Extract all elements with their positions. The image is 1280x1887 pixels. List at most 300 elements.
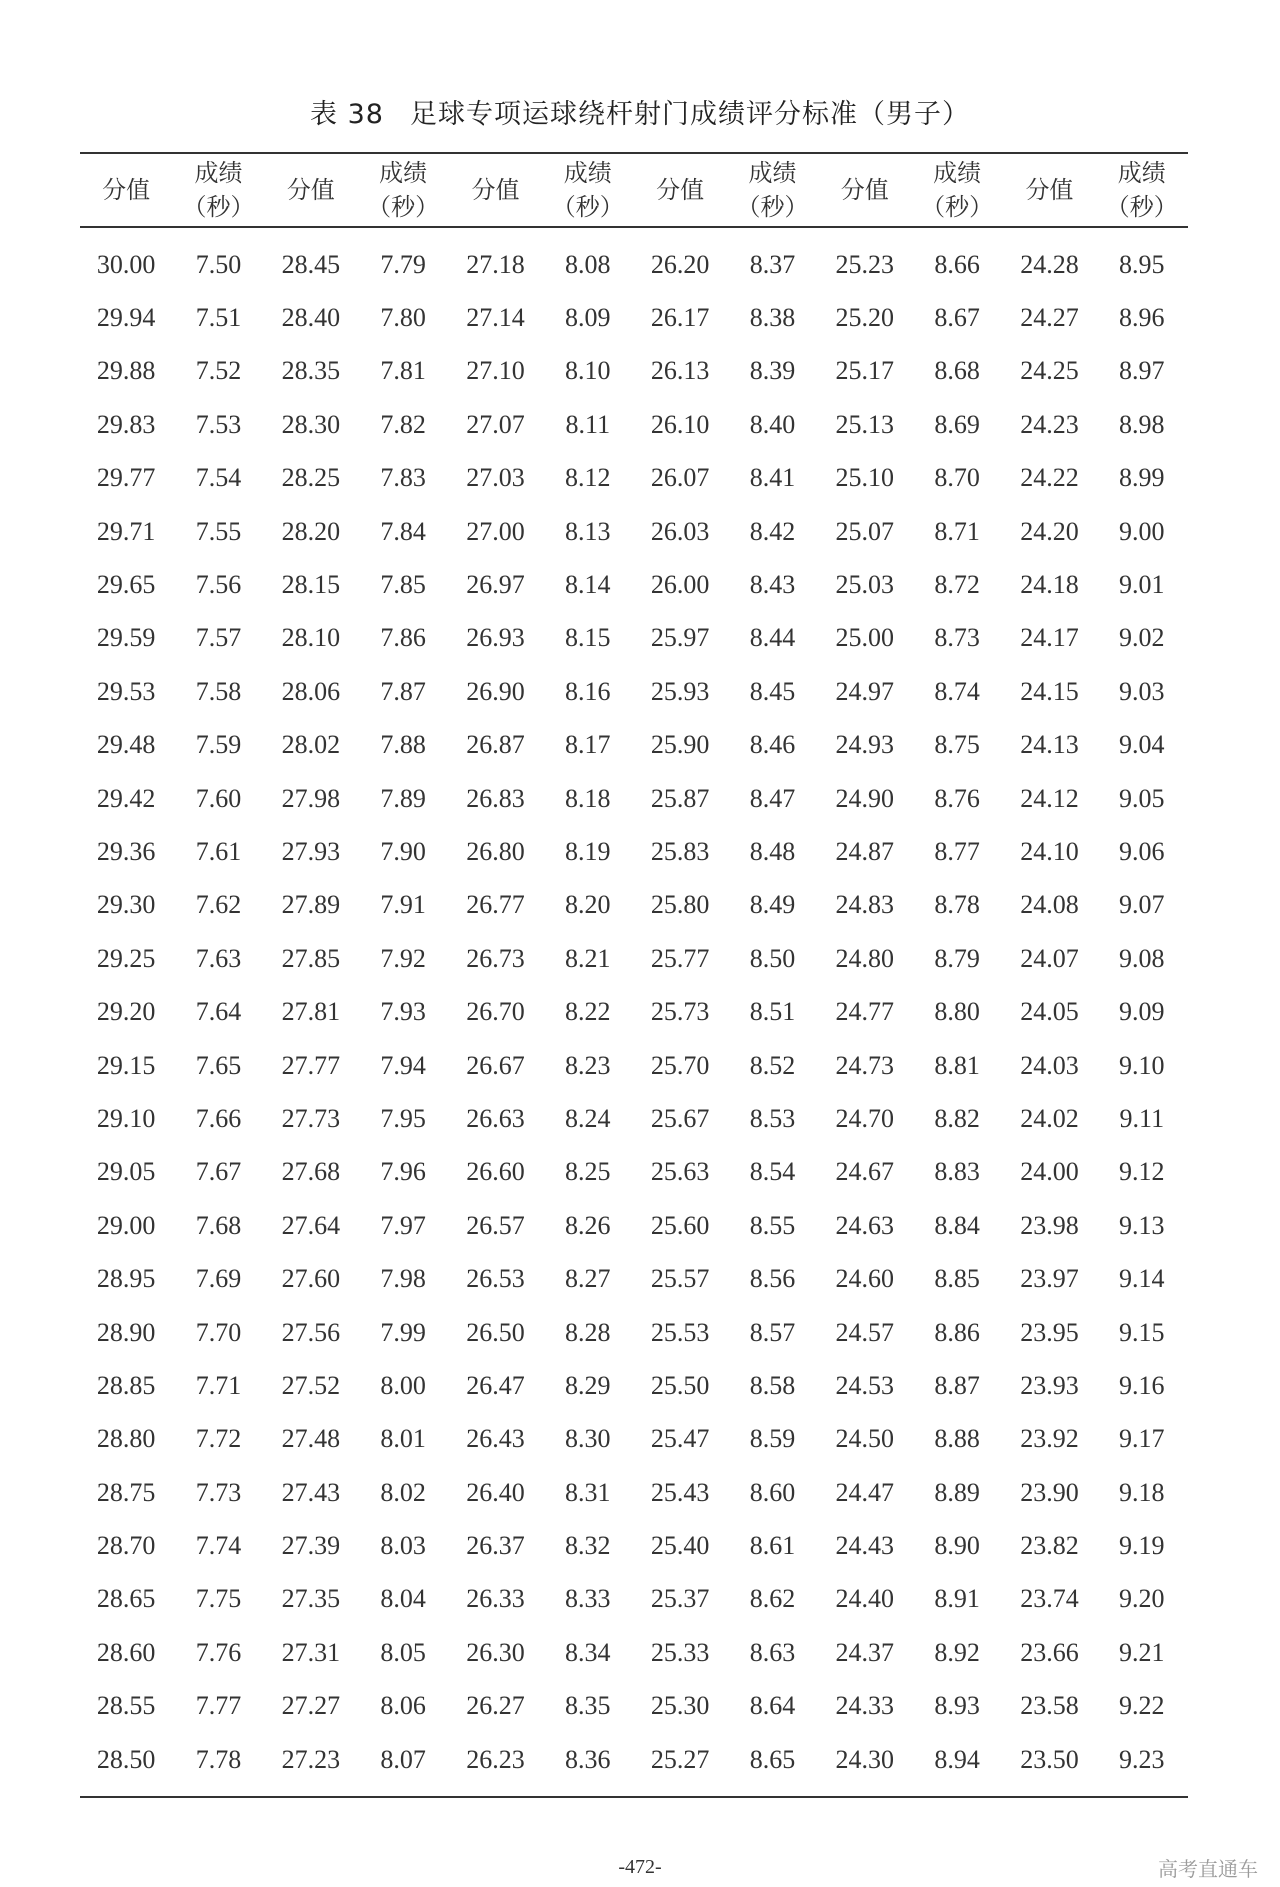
result-cell: 8.44 (749, 623, 796, 653)
result-cell: 8.51 (749, 997, 796, 1027)
header-score (634, 153, 726, 227)
header-score (449, 153, 541, 227)
result-cell: 8.85 (934, 1264, 980, 1294)
header-score (80, 153, 172, 227)
result-cell: 8.93 (934, 1691, 980, 1721)
score-cell: 23.93 (1020, 1370, 1079, 1400)
header-result (911, 153, 1003, 227)
score-cell: 24.02 (1020, 1103, 1079, 1133)
score-cell: 24.00 (1020, 1157, 1079, 1187)
score-cell: 24.20 (1020, 516, 1079, 546)
result-cell: 9.01 (1119, 570, 1165, 600)
score-cell: 24.63 (835, 1210, 895, 1240)
score-cell: 25.23 (835, 249, 895, 279)
score-cell: 29.59 (96, 623, 156, 653)
result-cell: 8.65 (749, 1744, 796, 1774)
score-cell: 26.00 (650, 570, 710, 600)
header-row (80, 153, 1188, 227)
table-header (80, 153, 1188, 227)
result-cell: 7.87 (380, 676, 426, 706)
page-number: -472- (618, 1856, 662, 1878)
score-cell: 24.27 (1020, 303, 1079, 333)
result-cell: 7.67 (195, 1157, 242, 1187)
result-cell: 7.73 (195, 1477, 242, 1507)
score-cell: 25.67 (650, 1103, 710, 1133)
result-cell: 8.71 (934, 516, 980, 546)
score-cell: 25.03 (835, 570, 895, 600)
score-cell: 29.88 (96, 356, 156, 386)
score-cell: 28.35 (281, 356, 341, 386)
score-cell: 28.10 (281, 623, 341, 653)
result-cell: 9.22 (1119, 1691, 1165, 1721)
result-cell: 8.76 (934, 783, 980, 813)
score-cell: 26.37 (466, 1531, 525, 1561)
score-cell: 23.97 (1020, 1264, 1079, 1294)
score-cell: 24.40 (835, 1584, 895, 1614)
score-cell: 26.60 (466, 1157, 525, 1187)
score-cell: 27.43 (281, 1477, 341, 1507)
score-cell: 29.83 (96, 409, 156, 439)
score-cell: 24.23 (1020, 409, 1079, 439)
result-cell: 8.58 (749, 1370, 796, 1400)
result-cell: 8.21 (565, 943, 611, 973)
score-cell: 29.36 (96, 836, 156, 866)
score-cell: 24.60 (835, 1264, 895, 1294)
result-cell: 8.99 (1119, 463, 1165, 493)
score-cell: 24.25 (1020, 356, 1079, 386)
result-cell: 9.00 (1119, 516, 1165, 546)
result-cell: 8.05 (380, 1637, 426, 1667)
result-cell: 7.75 (195, 1584, 242, 1614)
score-cell: 27.00 (466, 516, 525, 546)
score-cell: 29.10 (96, 1103, 156, 1133)
score-cell: 26.67 (466, 1050, 525, 1080)
result-cell: 8.35 (565, 1691, 611, 1721)
score-cell: 28.60 (96, 1637, 156, 1667)
result-cell: 9.15 (1119, 1317, 1165, 1347)
table-row (80, 1519, 1188, 1572)
score-cell: 26.23 (466, 1744, 525, 1774)
result-cell: 7.55 (195, 516, 242, 546)
score-cell: 25.13 (835, 409, 895, 439)
result-cell: 8.57 (749, 1317, 796, 1347)
result-cell: 7.61 (195, 836, 242, 866)
score-cell: 27.52 (281, 1370, 341, 1400)
result-cell: 8.36 (565, 1744, 611, 1774)
result-cell: 7.79 (380, 249, 426, 279)
result-cell: 8.40 (749, 409, 796, 439)
result-cell: 8.02 (380, 1477, 426, 1507)
result-cell: 9.08 (1119, 943, 1165, 973)
result-cell: 8.33 (565, 1584, 611, 1614)
result-cell: 8.29 (565, 1370, 611, 1400)
result-cell: 8.63 (749, 1637, 796, 1667)
result-cell: 7.68 (195, 1210, 242, 1240)
score-cell: 27.77 (281, 1050, 341, 1080)
result-cell: 7.62 (195, 890, 242, 920)
result-cell: 7.60 (195, 783, 242, 813)
score-cell: 28.45 (281, 249, 341, 279)
score-cell: 25.30 (650, 1691, 710, 1721)
score-cell: 27.89 (281, 890, 341, 920)
table-row (80, 719, 1188, 772)
score-cell: 24.90 (835, 783, 895, 813)
header-label: 成绩 (748, 159, 797, 187)
score-table-container (80, 152, 1188, 1798)
result-cell: 8.26 (565, 1210, 611, 1240)
score-cell: 29.20 (96, 997, 156, 1027)
result-cell: 8.28 (565, 1317, 611, 1347)
header-score (1003, 153, 1095, 227)
result-cell: 7.50 (195, 249, 242, 279)
score-cell: 29.94 (96, 303, 156, 333)
table-row (80, 291, 1188, 344)
table-row (80, 398, 1188, 451)
table-row (80, 772, 1188, 825)
result-cell: 7.78 (195, 1744, 242, 1774)
score-cell: 25.47 (650, 1424, 710, 1454)
result-cell: 7.96 (380, 1157, 426, 1187)
score-cell: 23.66 (1020, 1637, 1079, 1667)
score-cell: 26.07 (650, 463, 710, 493)
score-cell: 24.12 (1020, 783, 1079, 813)
result-cell: 8.41 (749, 463, 796, 493)
score-cell: 26.70 (466, 997, 525, 1027)
result-cell: 7.89 (380, 783, 426, 813)
header-result (726, 153, 818, 227)
score-cell: 26.30 (466, 1637, 525, 1667)
result-cell: 8.42 (749, 516, 796, 546)
result-cell: 7.76 (195, 1637, 242, 1667)
score-cell: 26.17 (650, 303, 710, 333)
score-cell: 27.73 (281, 1103, 341, 1133)
score-cell: 26.90 (466, 676, 525, 706)
score-cell: 25.53 (650, 1317, 710, 1347)
score-cell: 25.60 (650, 1210, 710, 1240)
result-cell: 7.90 (380, 836, 426, 866)
result-cell: 8.89 (934, 1477, 980, 1507)
result-cell: 8.66 (934, 249, 980, 279)
header-label: 成绩 (194, 159, 243, 187)
score-cell: 27.18 (466, 249, 525, 279)
result-cell: 7.88 (380, 730, 426, 760)
result-cell: 8.27 (565, 1264, 611, 1294)
header-unit: （秒） (551, 193, 624, 221)
result-cell: 8.34 (565, 1637, 611, 1667)
table-row (80, 452, 1188, 505)
score-cell: 24.10 (1020, 836, 1079, 866)
result-cell: 8.61 (749, 1531, 796, 1561)
result-cell: 9.16 (1119, 1370, 1165, 1400)
score-cell: 26.03 (650, 516, 710, 546)
score-cell: 24.73 (835, 1050, 895, 1080)
result-cell: 9.05 (1119, 783, 1165, 813)
score-cell: 24.22 (1020, 463, 1079, 493)
result-cell: 9.07 (1119, 890, 1165, 920)
result-cell: 8.55 (749, 1210, 796, 1240)
score-cell: 29.42 (96, 783, 156, 813)
score-cell: 24.70 (835, 1103, 895, 1133)
score-cell: 24.67 (835, 1157, 895, 1187)
score-cell: 23.82 (1020, 1531, 1079, 1561)
table-row (80, 1092, 1188, 1145)
score-cell: 24.43 (835, 1531, 895, 1561)
table-title (0, 92, 1280, 131)
result-cell: 8.80 (934, 997, 980, 1027)
score-cell: 23.92 (1020, 1424, 1079, 1454)
result-cell: 8.45 (749, 676, 796, 706)
score-cell: 23.50 (1020, 1744, 1079, 1774)
score-cell: 24.53 (835, 1370, 895, 1400)
table-row (80, 345, 1188, 398)
score-cell: 28.20 (281, 516, 341, 546)
score-cell: 26.10 (650, 409, 710, 439)
score-cell: 27.07 (466, 409, 525, 439)
table-row (80, 1680, 1188, 1733)
score-cell: 26.77 (466, 890, 525, 920)
result-cell: 7.53 (195, 409, 242, 439)
result-cell: 8.13 (565, 516, 611, 546)
table-row (80, 1199, 1188, 1252)
result-cell: 7.56 (195, 570, 242, 600)
result-cell: 7.71 (195, 1370, 242, 1400)
result-cell: 7.95 (380, 1103, 426, 1133)
table-row (80, 1466, 1188, 1519)
result-cell: 8.30 (565, 1424, 611, 1454)
score-cell: 24.87 (835, 836, 895, 866)
header-score (265, 153, 357, 227)
table-row (80, 665, 1188, 718)
score-cell: 24.37 (835, 1637, 895, 1667)
score-cell: 25.43 (650, 1477, 710, 1507)
score-cell: 27.39 (281, 1531, 341, 1561)
header-label: 分值 (286, 176, 335, 204)
score-cell: 29.77 (96, 463, 156, 493)
result-cell: 9.11 (1119, 1103, 1165, 1133)
score-cell: 29.00 (96, 1210, 156, 1240)
result-cell: 7.66 (195, 1103, 242, 1133)
result-cell: 8.84 (934, 1210, 980, 1240)
result-cell: 9.04 (1119, 730, 1165, 760)
score-cell: 27.68 (281, 1157, 341, 1187)
result-cell: 8.19 (565, 836, 611, 866)
score-cell: 29.30 (96, 890, 156, 920)
result-cell: 8.04 (380, 1584, 426, 1614)
score-cell: 26.40 (466, 1477, 525, 1507)
result-cell: 8.53 (749, 1103, 796, 1133)
result-cell: 7.70 (195, 1317, 242, 1347)
result-cell: 8.79 (934, 943, 980, 973)
table-row (80, 879, 1188, 932)
table-row (80, 1413, 1188, 1466)
score-cell: 24.05 (1020, 997, 1079, 1027)
header-result (357, 153, 449, 227)
score-cell: 24.80 (835, 943, 895, 973)
result-cell: 8.70 (934, 463, 980, 493)
score-cell: 26.83 (466, 783, 525, 813)
result-cell: 8.90 (934, 1531, 980, 1561)
score-cell: 24.33 (835, 1691, 895, 1721)
header-unit: （秒） (736, 193, 809, 221)
result-cell: 8.09 (565, 303, 611, 333)
result-cell: 7.94 (380, 1050, 426, 1080)
score-cell: 28.55 (96, 1691, 156, 1721)
table-row (80, 985, 1188, 1038)
score-cell: 28.85 (96, 1370, 156, 1400)
table-row (80, 612, 1188, 665)
header-label: 分值 (1025, 176, 1074, 204)
result-cell: 9.20 (1119, 1584, 1165, 1614)
result-cell: 7.84 (380, 516, 426, 546)
result-cell: 8.01 (380, 1424, 426, 1454)
score-cell: 25.97 (650, 623, 710, 653)
score-cell: 26.93 (466, 623, 525, 653)
header-label: 分值 (840, 176, 889, 204)
score-cell: 28.06 (281, 676, 341, 706)
score-cell: 30.00 (96, 249, 156, 279)
score-cell: 24.15 (1020, 676, 1079, 706)
result-cell: 8.88 (934, 1424, 980, 1454)
result-cell: 8.62 (749, 1584, 796, 1614)
table-row (80, 227, 1188, 291)
header-label: 分值 (471, 176, 520, 204)
score-cell: 26.57 (466, 1210, 525, 1240)
score-cell: 28.75 (96, 1477, 156, 1507)
result-cell: 7.93 (380, 997, 426, 1027)
score-cell: 23.74 (1020, 1584, 1079, 1614)
header-label: 成绩 (379, 159, 428, 187)
result-cell: 8.03 (380, 1531, 426, 1561)
score-cell: 27.98 (281, 783, 341, 813)
header-label: 成绩 (933, 159, 982, 187)
result-cell: 8.48 (749, 836, 796, 866)
result-cell: 7.54 (195, 463, 242, 493)
result-cell: 8.81 (934, 1050, 980, 1080)
table-title-text: 足球专项运球绕杆射门成绩评分标准（男子） (409, 99, 970, 130)
result-cell: 8.95 (1119, 249, 1165, 279)
header-label: 成绩 (1117, 159, 1166, 187)
result-cell: 8.97 (1119, 356, 1165, 386)
result-cell: 8.50 (749, 943, 796, 973)
score-cell: 28.70 (96, 1531, 156, 1561)
result-cell: 8.07 (380, 1744, 426, 1774)
score-cell: 25.87 (650, 783, 710, 813)
result-cell: 8.06 (380, 1691, 426, 1721)
score-cell: 27.81 (281, 997, 341, 1027)
score-cell: 25.33 (650, 1637, 710, 1667)
table-row (80, 1039, 1188, 1092)
result-cell: 8.69 (934, 409, 980, 439)
result-cell: 8.00 (380, 1370, 426, 1400)
result-cell: 8.20 (565, 890, 611, 920)
result-cell: 8.86 (934, 1317, 980, 1347)
score-cell: 29.65 (96, 570, 156, 600)
score-cell: 25.83 (650, 836, 710, 866)
table-row (80, 1146, 1188, 1199)
score-cell: 29.25 (96, 943, 156, 973)
score-cell: 27.60 (281, 1264, 341, 1294)
result-cell: 8.67 (934, 303, 980, 333)
table-row (80, 825, 1188, 878)
result-cell: 8.94 (934, 1744, 980, 1774)
table-row (80, 505, 1188, 558)
score-cell: 24.30 (835, 1744, 895, 1774)
score-cell: 28.50 (96, 1744, 156, 1774)
score-cell: 26.13 (650, 356, 710, 386)
score-cell: 24.28 (1020, 249, 1079, 279)
result-cell: 8.75 (934, 730, 980, 760)
result-cell: 8.08 (565, 249, 611, 279)
score-cell: 27.48 (281, 1424, 341, 1454)
header-result (172, 153, 264, 227)
score-cell: 24.17 (1020, 623, 1079, 653)
score-cell: 26.87 (466, 730, 525, 760)
score-cell: 26.20 (650, 249, 710, 279)
score-cell: 26.33 (466, 1584, 525, 1614)
score-cell: 27.56 (281, 1317, 341, 1347)
header-score (819, 153, 911, 227)
score-cell: 25.73 (650, 997, 710, 1027)
score-cell: 24.47 (835, 1477, 895, 1507)
score-cell: 24.07 (1020, 943, 1079, 973)
score-cell: 28.65 (96, 1584, 156, 1614)
score-cell: 24.77 (835, 997, 895, 1027)
score-cell: 27.64 (281, 1210, 341, 1240)
result-cell: 7.63 (195, 943, 242, 973)
result-cell: 8.96 (1119, 303, 1165, 333)
result-cell: 8.98 (1119, 409, 1165, 439)
score-cell: 27.14 (466, 303, 525, 333)
result-cell: 7.72 (195, 1424, 242, 1454)
result-cell: 7.82 (380, 409, 426, 439)
table-row (80, 1626, 1188, 1679)
result-cell: 8.32 (565, 1531, 611, 1561)
table-row (80, 1573, 1188, 1626)
result-cell: 8.37 (749, 249, 796, 279)
result-cell: 8.15 (565, 623, 611, 653)
result-cell: 9.23 (1119, 1744, 1165, 1774)
result-cell: 9.10 (1119, 1050, 1165, 1080)
score-cell: 25.50 (650, 1370, 710, 1400)
score-cell: 24.08 (1020, 890, 1079, 920)
result-cell: 8.46 (749, 730, 796, 760)
score-cell: 27.03 (466, 463, 525, 493)
score-cell: 25.00 (835, 623, 895, 653)
score-cell: 24.50 (835, 1424, 895, 1454)
result-cell: 8.23 (565, 1050, 611, 1080)
result-cell: 7.77 (195, 1691, 242, 1721)
score-cell: 27.85 (281, 943, 341, 973)
score-table (80, 152, 1188, 1798)
score-cell: 24.57 (835, 1317, 895, 1347)
score-cell: 24.13 (1020, 730, 1079, 760)
score-cell: 28.30 (281, 409, 341, 439)
table-number: 表 38 (310, 99, 384, 130)
result-cell: 8.73 (934, 623, 980, 653)
result-cell: 8.82 (934, 1103, 980, 1133)
result-cell: 9.06 (1119, 836, 1165, 866)
result-cell: 8.72 (934, 570, 980, 600)
score-cell: 26.73 (466, 943, 525, 973)
result-cell: 7.91 (380, 890, 426, 920)
result-cell: 9.14 (1119, 1264, 1165, 1294)
result-cell: 9.09 (1119, 997, 1165, 1027)
result-cell: 7.81 (380, 356, 426, 386)
score-cell: 25.40 (650, 1531, 710, 1561)
result-cell: 8.14 (565, 570, 611, 600)
score-cell: 26.27 (466, 1691, 525, 1721)
result-cell: 7.80 (380, 303, 426, 333)
